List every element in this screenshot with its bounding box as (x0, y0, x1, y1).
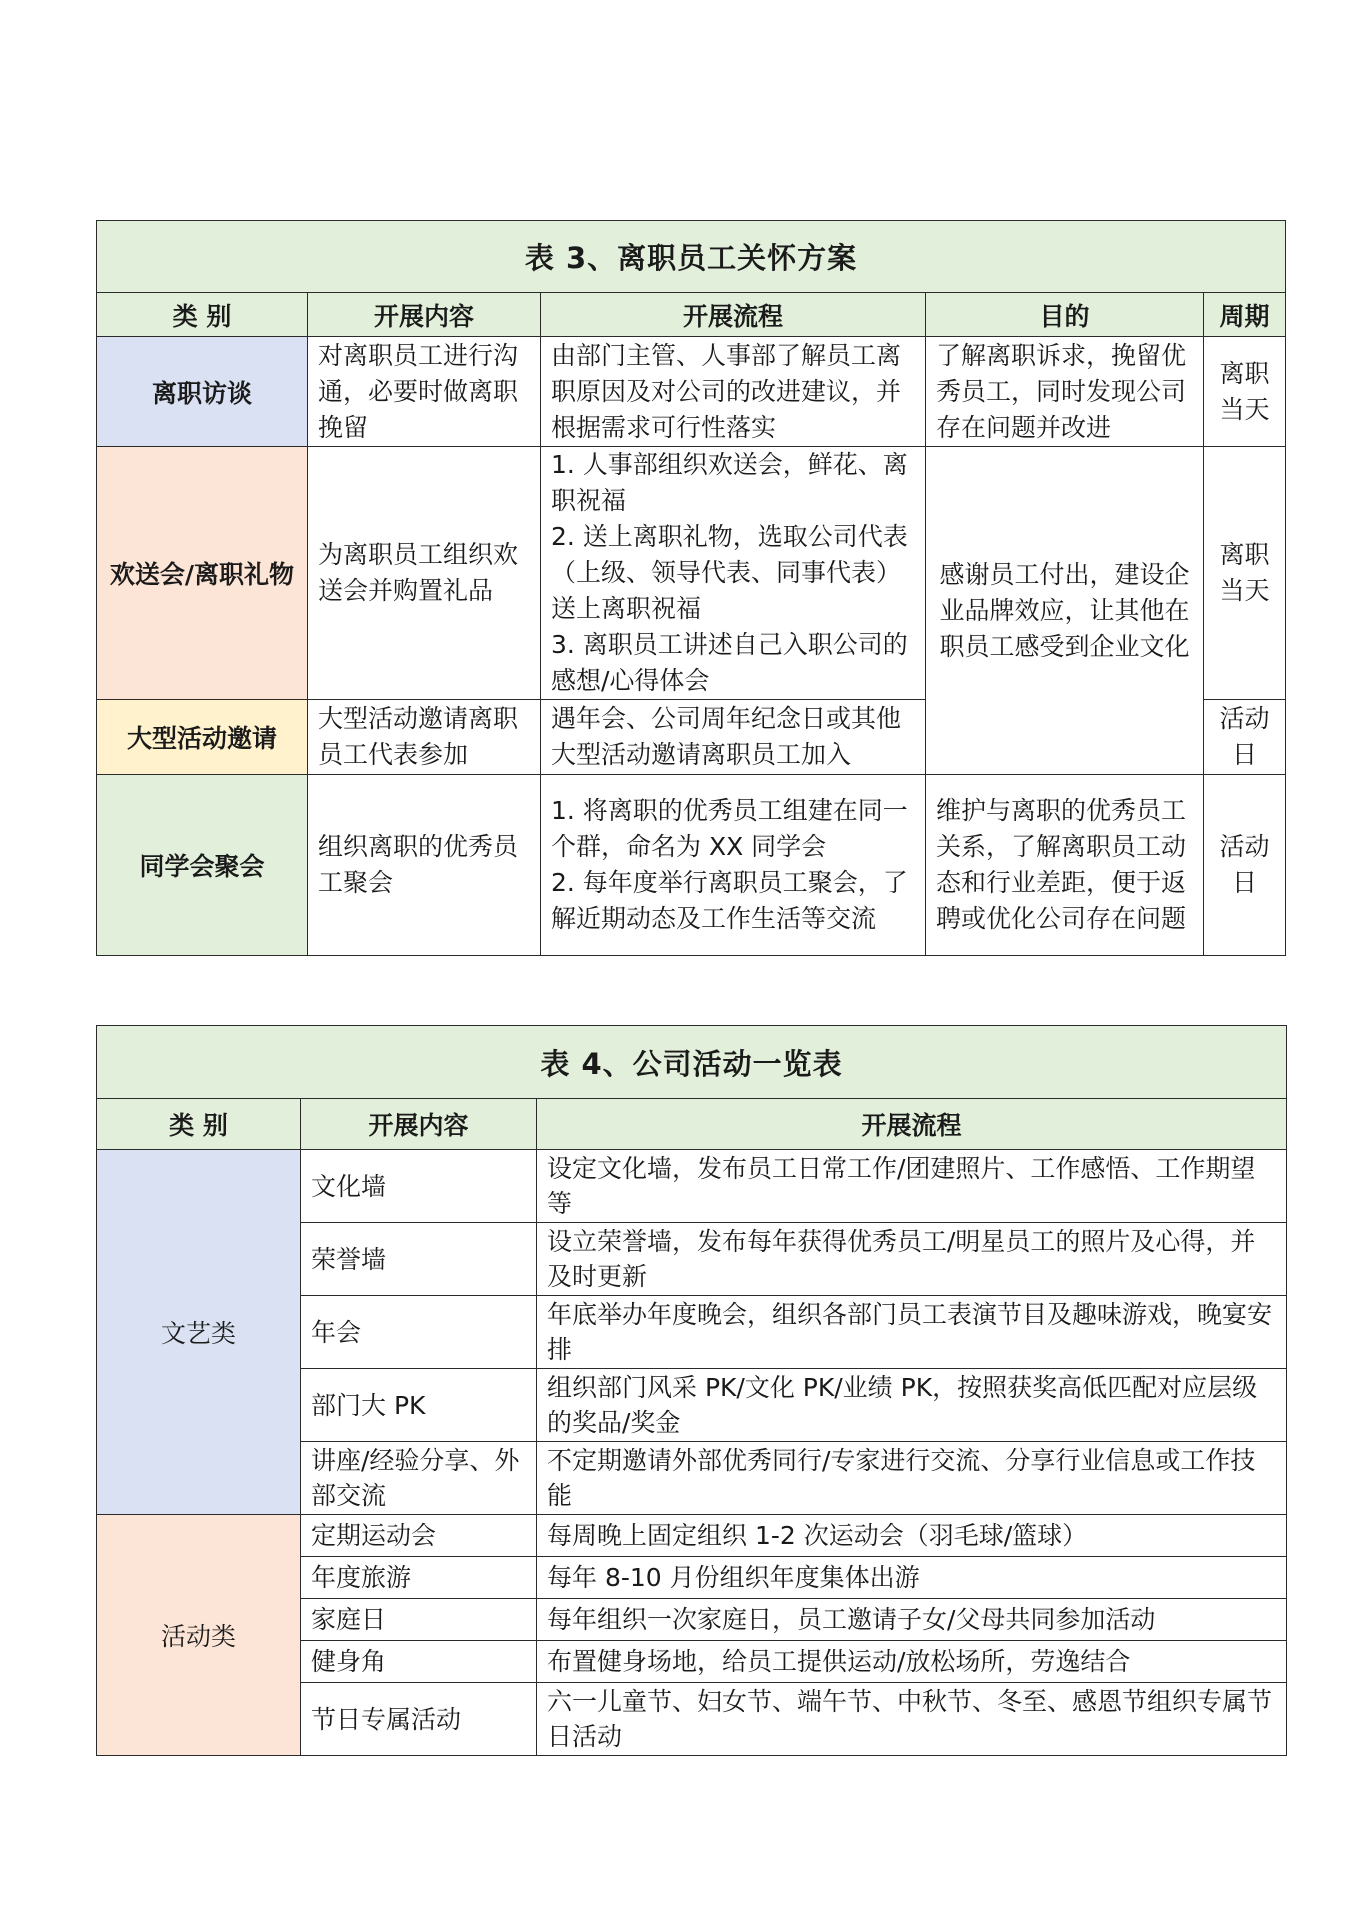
column-header: 开展内容 (301, 1099, 537, 1150)
content-cell: 年度旅游 (301, 1557, 537, 1599)
process-cell: 每年组织一次家庭日，员工邀请子女/父母共同参加活动 (537, 1599, 1287, 1641)
table-row (97, 1150, 1287, 1223)
process-cell: 年底举办年度晚会，组织各部门员工表演节目及趣味游戏，晚宴安排 (537, 1296, 1287, 1369)
process-cell: 每周晚上固定组织 1-2 次运动会（羽毛球/篮球） (537, 1515, 1287, 1557)
column-header: 类 别 (97, 1099, 301, 1150)
process-cell: 遇年会、公司周年纪念日或其他大型活动邀请离职员工加入 (541, 700, 926, 775)
content-cell: 定期运动会 (301, 1515, 537, 1557)
category-cell: 大型活动邀请 (97, 700, 308, 775)
content-cell: 部门大 PK (301, 1369, 537, 1442)
table-row (97, 775, 1286, 956)
process-cell: 每年 8-10 月份组织年度集体出游 (537, 1557, 1287, 1599)
content-cell: 对离职员工进行沟通，必要时做离职挽留 (308, 337, 541, 447)
table-row (97, 447, 1286, 700)
period-cell: 离职当天 (1204, 337, 1286, 447)
process-cell: 由部门主管、人事部了解员工离职原因及对公司的改进建议，并根据需求可行性落实 (541, 337, 926, 447)
table-3-departing-employee-care (96, 220, 1286, 956)
column-header: 目的 (926, 293, 1204, 337)
process-cell: 组织部门风采 PK/文化 PK/业绩 PK，按照获奖高低匹配对应层级的奖品/奖金 (537, 1369, 1287, 1442)
table-4-company-activities (96, 1025, 1287, 1756)
content-cell: 节日专属活动 (301, 1683, 537, 1756)
process-cell: 设立荣誉墙，发布每年获得优秀员工/明星员工的照片及心得，并及时更新 (537, 1223, 1287, 1296)
table-row (97, 337, 1286, 447)
process-cell: 六一儿童节、妇女节、端午节、中秋节、冬至、感恩节组织专属节日活动 (537, 1683, 1287, 1756)
period-cell: 活动日 (1204, 775, 1286, 956)
column-header: 开展流程 (541, 293, 926, 337)
column-header: 开展流程 (537, 1099, 1287, 1150)
content-cell: 年会 (301, 1296, 537, 1369)
purpose-cell: 维护与离职的优秀员工关系，了解离职员工动态和行业差距，便于返聘或优化公司存在问题 (926, 775, 1204, 956)
table-4-title: 表 4、公司活动一览表 (97, 1026, 1287, 1099)
column-header: 周期 (1204, 293, 1286, 337)
process-cell: 1. 将离职的优秀员工组建在同一个群，命名为 XX 同学会 2. 每年度举行离职员工聚会，了解近期动态及工作生活等交流 (541, 775, 926, 956)
content-cell: 大型活动邀请离职员工代表参加 (308, 700, 541, 775)
content-cell: 为离职员工组织欢送会并购置礼品 (308, 447, 541, 700)
period-cell: 离职当天 (1204, 447, 1286, 700)
content-cell: 组织离职的优秀员工聚会 (308, 775, 541, 956)
content-cell: 文化墙 (301, 1150, 537, 1223)
category-cell: 欢送会/离职礼物 (97, 447, 308, 700)
process-cell: 布置健身场地，给员工提供运动/放松场所，劳逸结合 (537, 1641, 1287, 1683)
category-cell: 活动类 (97, 1515, 301, 1756)
content-cell: 家庭日 (301, 1599, 537, 1641)
purpose-cell: 了解离职诉求，挽留优秀员工，同时发现公司存在问题并改进 (926, 337, 1204, 447)
category-cell: 同学会聚会 (97, 775, 308, 956)
content-cell: 荣誉墙 (301, 1223, 537, 1296)
content-cell: 讲座/经验分享、外部交流 (301, 1442, 537, 1515)
table-row (97, 1515, 1287, 1557)
content-cell: 健身角 (301, 1641, 537, 1683)
process-cell: 不定期邀请外部优秀同行/专家进行交流、分享行业信息或工作技能 (537, 1442, 1287, 1515)
process-cell: 1. 人事部组织欢送会，鲜花、离职祝福 2. 送上离职礼物，选取公司代表（上级、领导代表、同事代表）送上离职祝福 3. 离职员工讲述自己入职公司的感想/心得体会 (541, 447, 926, 700)
process-cell: 设定文化墙，发布员工日常工作/团建照片、工作感悟、工作期望等 (537, 1150, 1287, 1223)
column-header: 类 别 (97, 293, 308, 337)
table-3-title: 表 3、离职员工关怀方案 (97, 221, 1286, 293)
purpose-cell: 感谢员工付出，建设企业品牌效应，让其他在职员工感受到企业文化 (926, 447, 1204, 775)
period-cell: 活动日 (1204, 700, 1286, 775)
column-header: 开展内容 (308, 293, 541, 337)
category-cell: 离职访谈 (97, 337, 308, 447)
category-cell: 文艺类 (97, 1150, 301, 1515)
